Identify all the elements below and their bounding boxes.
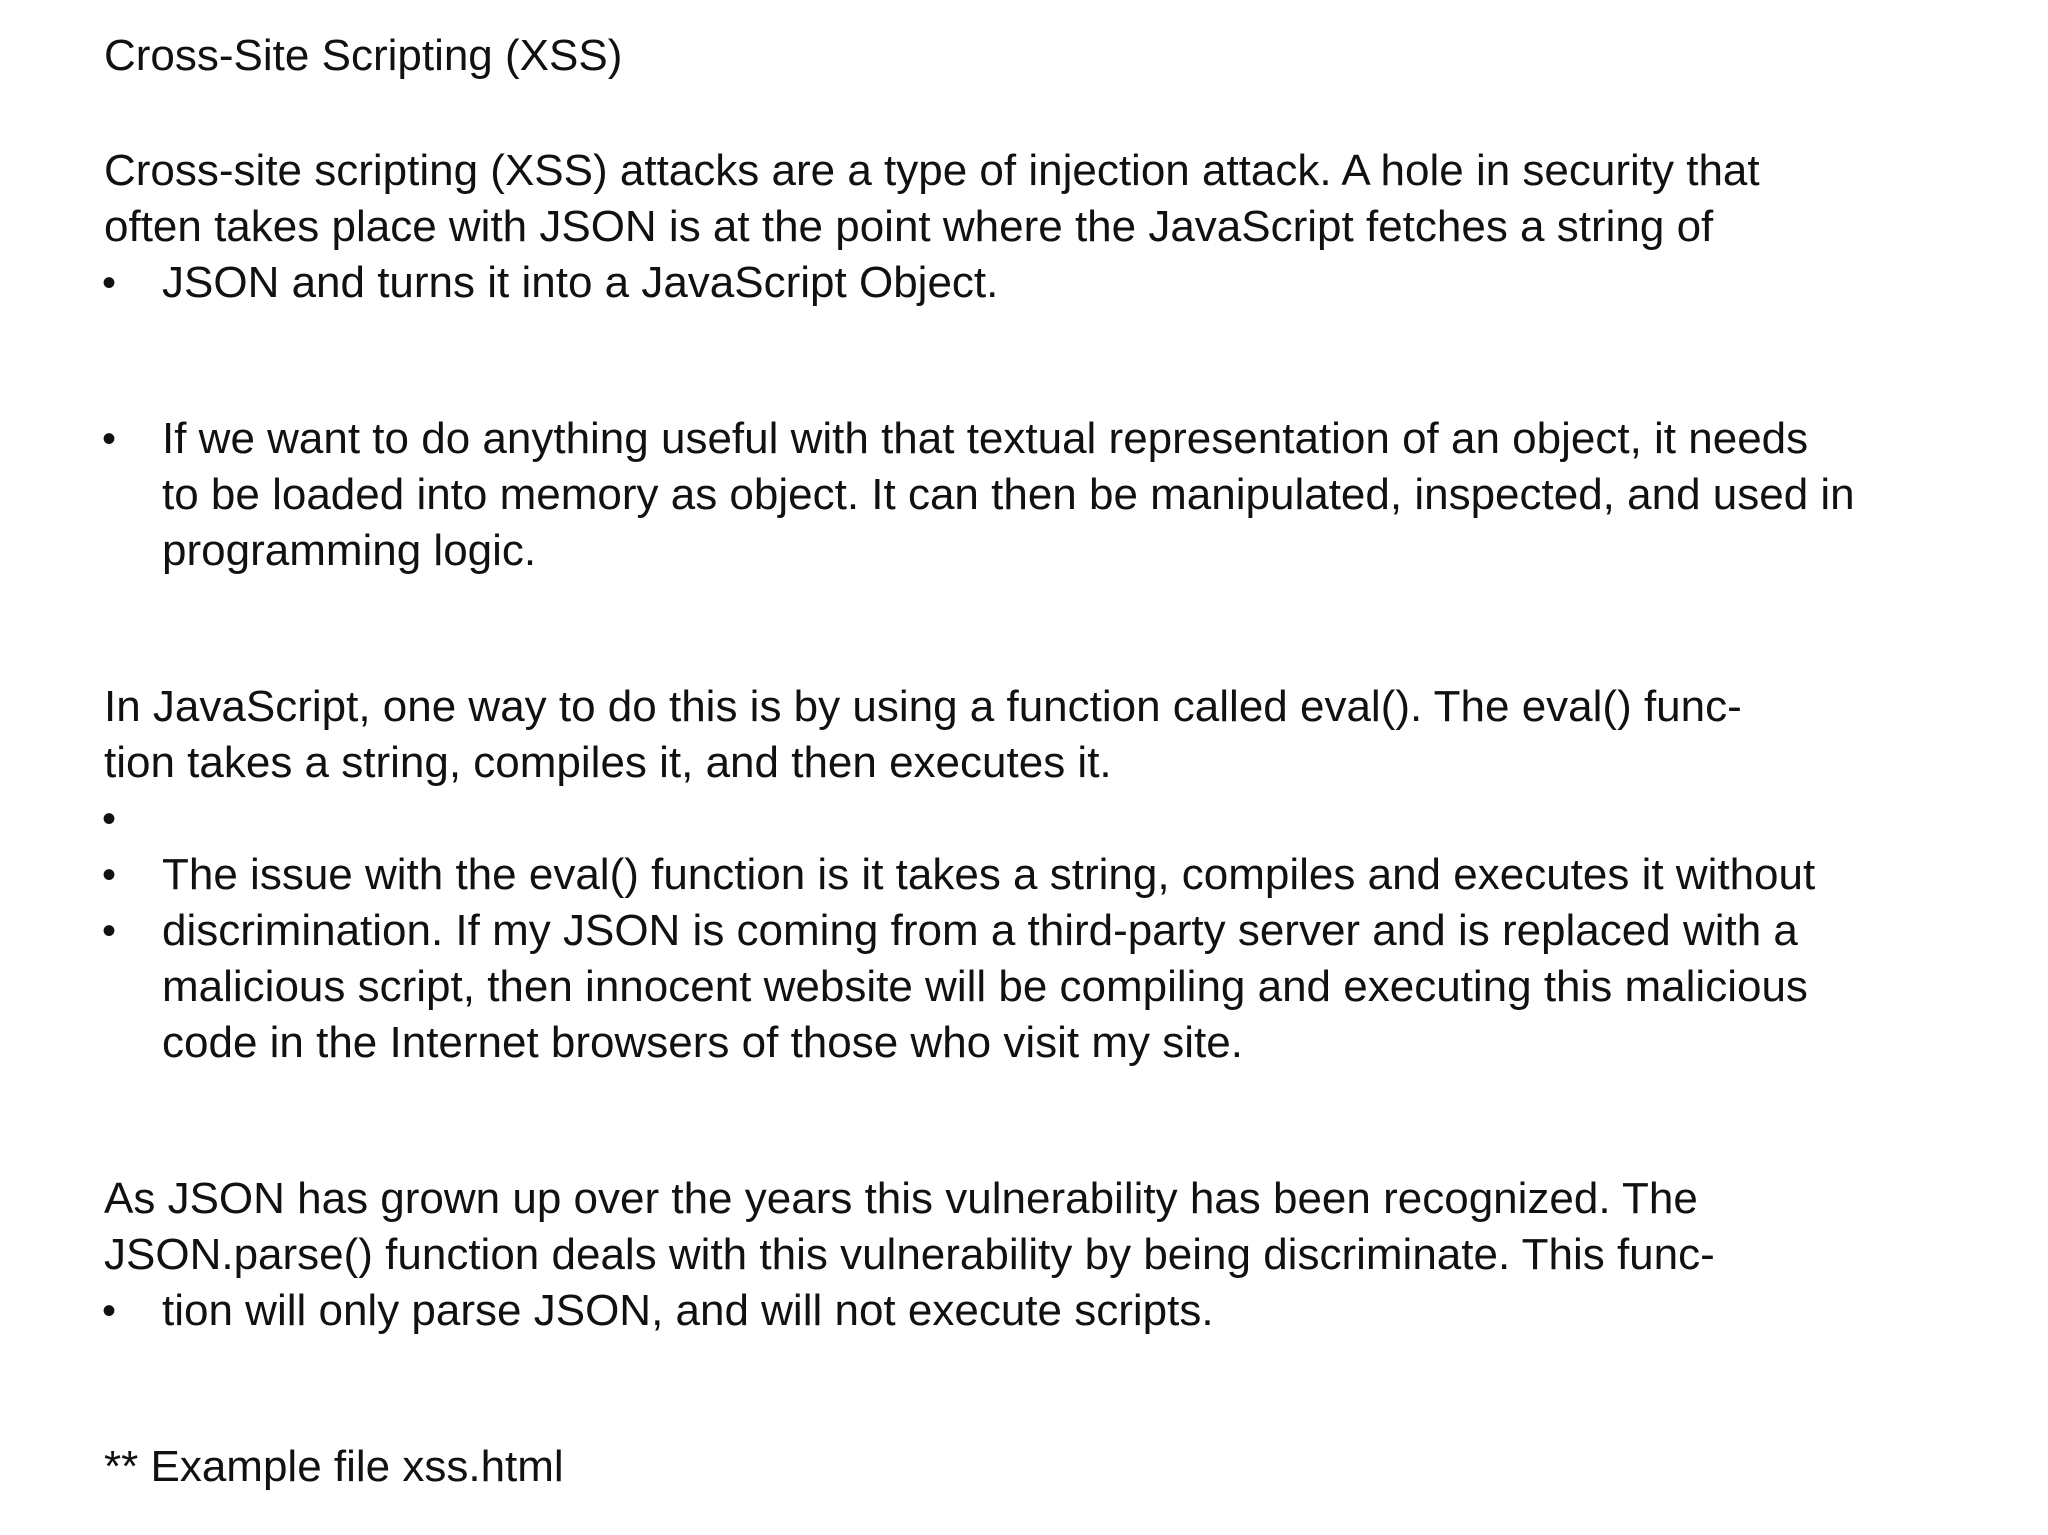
bullet-marker: • (102, 261, 117, 305)
paragraph-2-line-2: to be loaded into memory as object. It can then be manipulated, inspected, and used in (162, 470, 1855, 519)
footer-note: ** Example file xss.html (104, 1442, 564, 1491)
paragraph-3-line-2: tion takes a string, compiles it, and then executes it. (104, 738, 1112, 787)
paragraph-4-line-2: discrimination. If my JSON is coming from a third-party server and is replaced with a (162, 906, 1798, 955)
paragraph-1-line-3: JSON and turns it into a JavaScript Object. (162, 258, 999, 307)
paragraph-4-line-4: code in the Internet browsers of those who visit my site. (162, 1018, 1243, 1067)
paragraph-2-line-3: programming logic. (162, 526, 537, 575)
paragraph-5-line-2: JSON.parse() function deals with this vulnerability by being discriminate. This func- (104, 1230, 1715, 1279)
paragraph-1-line-2: often takes place with JSON is at the point where the JavaScript fetches a string of (104, 202, 1714, 251)
bullet-marker: • (102, 1289, 117, 1333)
paragraph-3-line-1: In JavaScript, one way to do this is by using a function called eval(). The eval() func- (104, 682, 1742, 731)
paragraph-5-line-3: tion will only parse JSON, and will not execute scripts. (162, 1286, 1214, 1335)
paragraph-4-line-3: malicious script, then innocent website will be compiling and executing this malicious (162, 962, 1808, 1011)
bullet-marker: • (102, 797, 117, 841)
bullet-marker: • (102, 909, 117, 953)
paragraph-1-line-1: Cross-site scripting (XSS) attacks are a type of injection attack. A hole in security that (104, 146, 1760, 195)
paragraph-2-line-1: If we want to do anything useful with that textual representation of an object, it needs (162, 414, 1809, 463)
paragraph-5-line-1: As JSON has grown up over the years this vulnerability has been recognized. The (104, 1174, 1698, 1223)
page-title: Cross-Site Scripting (XSS) (104, 31, 623, 80)
bullet-marker: • (102, 417, 117, 461)
bullet-marker: • (102, 853, 117, 897)
paragraph-4-line-1: The issue with the eval() function is it takes a string, compiles and executes it without (162, 850, 1816, 899)
